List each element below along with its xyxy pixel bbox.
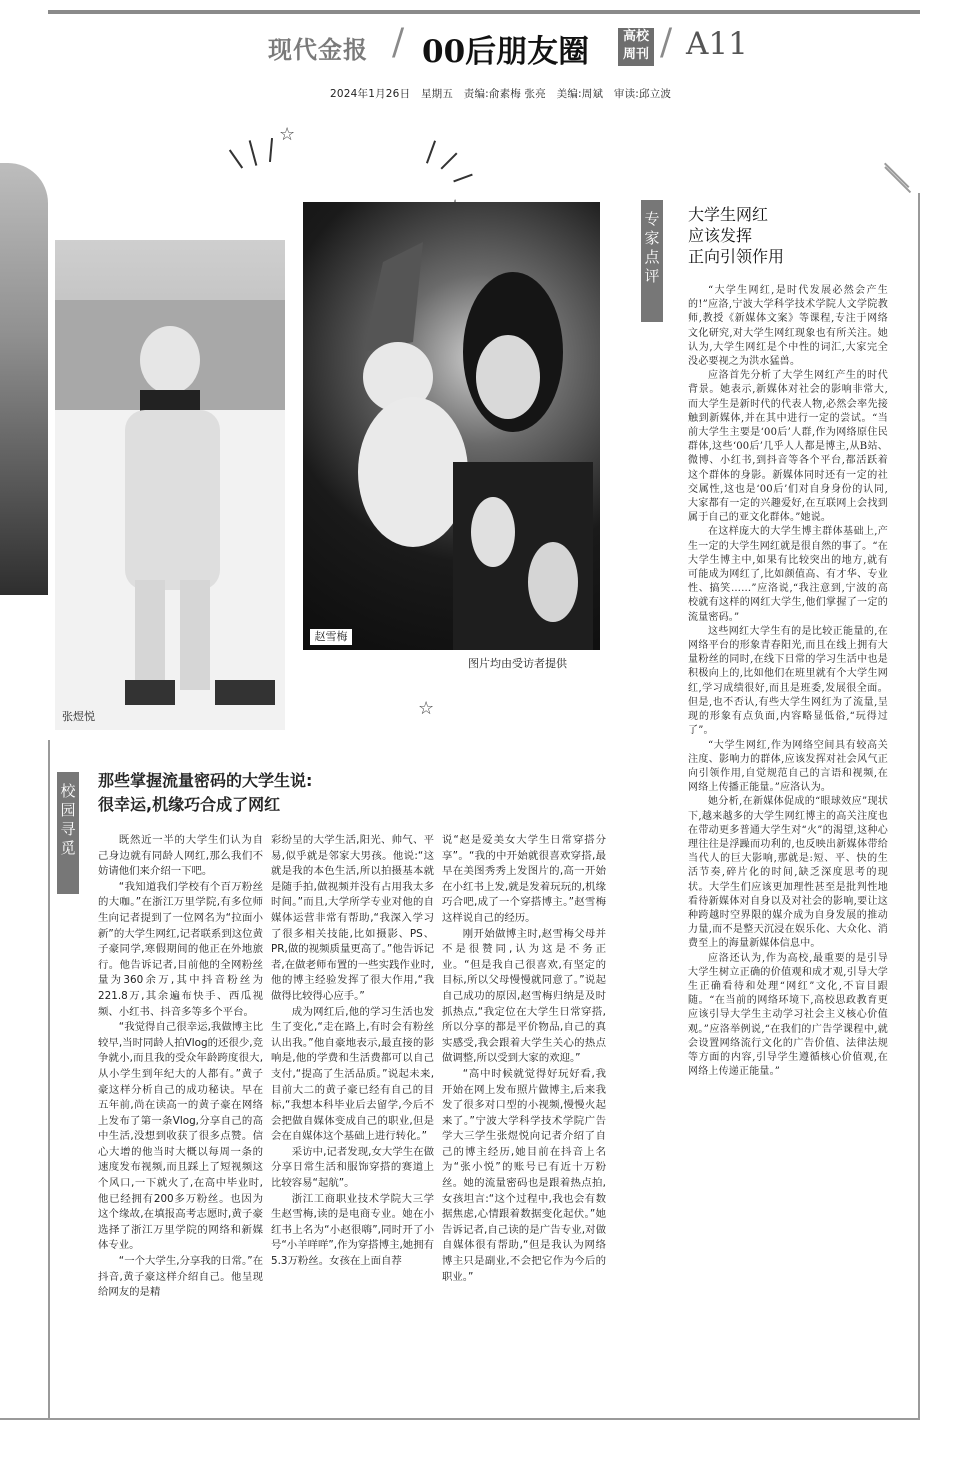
- headline-line: 正向引领作用: [688, 247, 785, 266]
- article-paragraph: 刚开始做博主时,赵雪梅父母并不是很赞同,认为这是不务正业。“但是我自己很喜欢,有坚定的目标,所以父母慢慢就同意了。”说起自己成功的原因,赵雪梅归纳是及时抓热点,“我定位在大学生日常穿搭,所以分享的都是平价物品,自己的真实感受,我会跟着大学生关心的热点做调整,所以受到大家的欢迎。”: [442, 927, 606, 1065]
- article-paragraph: “我觉得自己很幸运,我做博主比较早,当时同龄人拍Vlog的还很少,竞争就小,而且我的受众年龄跨度很大,从小学生到年纪大的人都有。”黄子豪这样分析自己的成功秘诀。早在五年前,尚在读高一的黄子豪在网络上发布了第一条Vlog,分享自己的高中生活,没想到收获了很多点赞。信心大增的他当时大概以每周一条的速度发布视频,而且踩上了短视频这个风口,一下就火了,在高中毕业时,他已经拥有200多万粉丝。也因为这个缘故,在填报高考志愿时,黄子豪选择了浙江万里学院的网络和新媒体专业。: [98, 1021, 263, 1252]
- article-paragraph: 应洛首先分析了大学生网红产生的时代背景。她表示,新媒体对社会的影响非常大,而大学生是新时代的代表人物,必然会率先接触到新媒体,并在其中进行一定的尝试。“当前大学生主要是‘00后’人群,作为网络原住民群体,这些‘00后’几乎人人都是博主,从B站、微博、小红书,到抖音等各个平台,都活跃着这个群体的身影。新媒体同时还有一定的社交属性,这也是‘00后’们对自身身份的认同,大家都有一定的兴趣爱好,在互联网上会找到属于自己的亚文化群体。”她说。: [688, 370, 888, 524]
- page-number: A11: [686, 26, 748, 62]
- headline-line: 那些掌握流量密码的大学生说:: [98, 771, 313, 790]
- frame-left: [48, 740, 50, 1420]
- expert-article: [688, 284, 888, 1079]
- photo-credit: 图片均由受访者提供: [468, 657, 567, 670]
- headline-line: 很幸运,机缘巧合成了网红: [98, 795, 281, 814]
- article-paragraph: 彩纷呈的大学生活,阳光、帅气、平易,似乎就是邻家大男孩。他说:“这就是我的本色生活,所以拍摄基本就是随手拍,做视频并没有占用我太多时间。”而且,大学所学专业对他的自媒体运营非常有帮助,“我深入学习了很多相关技能,比如摄影、PS、PR,做的视频质量更高了。”他告诉记者,在做老师布置的一些实践作业时,他的博主经验发挥了很大作用,“我做得比较得心应手。”: [271, 834, 434, 1002]
- photo-zhao-xuemei: [303, 202, 600, 650]
- section-title: 00后朋友圈: [422, 34, 590, 70]
- headline-line: 大学生网红: [688, 205, 769, 224]
- article-paragraph: 在这样庞大的大学生博主群体基础上,产生一定的大学生网红就是很自然的事了。“在大学生博主中,如果有比较突出的地方,就有可能成为网红了,比如颜值高、有才华、专业性、搞笑……”应洛说,“我注意到,宁波的高校就有这样的网红大学生,他们掌握了一定的流量密码。”: [688, 526, 888, 623]
- article-paragraph: “大学生网红,作为网络空间具有较高关注度、影响力的群体,应该发挥对社会风气正向引领作用,自觉规范自己的言语和视频,在网络上传播正能量。”应洛认为。: [688, 739, 888, 794]
- issue-meta: 2024年1月26日 星期五 责编:俞素梅 张亮 美编:周斌 审读:邱立波: [330, 88, 672, 100]
- burst-line: [229, 149, 243, 168]
- article-paragraph: 成为网红后,他的学习生活也发生了变化,“走在路上,有时会有粉丝认出我。”他自豪地表示,最直接的影响是,他的学费和生活费都可以自己支付,“提高了生活品质。”说起未来,目前大二的黄子豪已经有自己的目标,“我想本科毕业后去留学,今后不会把做自媒体变成自己的职业,但是会在自媒体这个基础上进行转化。”: [271, 1005, 434, 1143]
- article-paragraph: “大学生网红,是时代发展必然会产生的!”应洛,宁波大学科学技术学院人文学院教师,教授《新媒体文案》等课程,专注于网络文化研究,对大学生网红现象也有所关注。她认为,大学生网红是个中性的词汇,大家完全没必要视之为洪水猛兽。: [688, 285, 888, 368]
- section-badge: 高校周刊: [618, 28, 654, 66]
- article-paragraph: 既然近一半的大学生们认为自己身边就有同龄人网红,那么我们不妨请他们来介绍一下吧。: [98, 834, 263, 878]
- article-paragraph: “高中时候就觉得好玩好看,我开始在网上发布照片做博主,后来我发了很多对口型的小视频,慢慢火起来了。”宁波大学科学技术学院广告学大三学生张煜悦向记者介绍了自己的博主经历,她目前在抖音上名为“张小悦”的账号已有近十万粉丝。她的流量密码也是跟着热点拍,女孩坦言:“这个过程中,我也会有数据焦虑,心情跟着数据变化起伏。”她告诉记者,自己读的是广告专业,对做自媒体很有帮助,“但是我认为网络博主只是副业,不会把它作为今后的职业。”: [442, 1067, 606, 1283]
- article-paragraph: “我知道我们学校有个百万粉丝的大咖。”在浙江万里学院,有多位师生向记者提到了一位网名为“拉面小新”的大学生网红,记者联系到这位黄子豪同学,寒假期间的他正在外地旅行。他告诉记者,目前他的全网粉丝量为360余万,其中抖音粉丝为221.8万,其余遍布快手、西瓜视频、小红书、抖音多等多个平台。: [98, 880, 263, 1018]
- burst-line: [269, 138, 273, 162]
- frame-corner: [884, 166, 911, 193]
- frame-right: [918, 193, 920, 1418]
- burst-line: [249, 140, 258, 166]
- star-icon: ☆: [418, 698, 435, 719]
- photo-caption: 张煜悦: [62, 710, 95, 723]
- article-paragraph: “一个大学生,分享我的日常。”在抖音,黄子豪这样介绍自己。他呈现给网友的是精: [98, 1255, 263, 1299]
- frame-corner: [884, 163, 909, 188]
- burst-line: [426, 140, 436, 163]
- frame-bottom: [0, 1418, 920, 1420]
- photo-caption: 赵雪梅: [310, 629, 352, 645]
- burst-line: [453, 174, 472, 183]
- article-paragraph: 浙江工商职业技术学院大三学生赵雪梅,读的是电商专业。她在小红书上名为“小赵很嗨”,同时开了小号“小羊咩咩”,作为穿搭博主,她拥有5.3万粉丝。女孩在上面自荐: [271, 1192, 434, 1268]
- article-paragraph: 说“赵是爱美女大学生日常穿搭分享”。“我的中开始就很喜欢穿搭,最早在美图秀秀上发图片的,高一开始在小红书上发,就是发着玩玩的,机缘巧合吧,成了一个穿搭博主。”赵雪梅这样说自己的经历。: [442, 834, 606, 924]
- masthead-divider: /: [660, 22, 673, 63]
- burst-line: [441, 153, 458, 170]
- article-paragraph: 采访中,记者发现,女大学生在做分享日常生活和服饰穿搭的赛道上比较容易“起航”。: [271, 1145, 434, 1190]
- expert-headline: [688, 204, 888, 267]
- paper-name: 现代金报: [268, 35, 368, 64]
- article-column-3: [442, 833, 606, 1285]
- article-paragraph: 这些网红大学生有的是比较正能量的,在网络平台的形象青春阳光,而且在线上拥有大量粉丝的同时,在线下日常的学习生活中也是积极向上的,比如他们在班里就有个大学生网红,学习成绩很好,而且是班委,发展很全面。但是,也不否认,有些大学生网红为了流量,呈现的形象有点负面,内容略显低俗,“玩得过了”。: [688, 625, 888, 737]
- article-column-1: [98, 833, 263, 1301]
- campus-headline: [98, 769, 638, 817]
- top-rule: [48, 10, 920, 14]
- article-paragraph: 应洛还认为,作为高校,最重要的是引导大学生树立正确的价值观和成才观,引导大学生正确看待和处理“网红”文化,不盲目跟随。“在当前的网络环境下,高校思政教育更应该引导大学生主动学习社会主义核心价值观。”应洛举例说,“在我们的广告学课程中,就会设置网络流行文化的广告价值、法律法规等方面的内容,引导学生遵循核心价值观,在网络上传递正能量。”: [688, 952, 888, 1078]
- masthead-divider: /: [392, 22, 405, 63]
- photo-zhang-yuyue: [55, 240, 285, 730]
- article-paragraph: 她分析,在新媒体促成的“眼球效应”现状下,越来越多的大学生网红博主的高关注度也在带动更多普通大学生对“火”的渴望,这种心理往往是浮躁而功利的,也反映出新媒体带给当代人的巨大影响,那就是:短、平、快的生活节奏,碎片化的时间,缺乏深度思考的现状。大学生们应该更加理性甚至是批判性地看待新媒体对自身以及对社会的影响,要让这种跨越时空界限的媒介成为自身发展的推动力量,而不是整天沉浸在娱乐化、大众化、消费至上的海量新媒体信息中。: [688, 796, 888, 950]
- campus-tag: 校园寻觅: [57, 772, 79, 894]
- article-column-2: [271, 833, 434, 1270]
- photo-cropped-left: [0, 163, 48, 595]
- headline-line: 应该发挥: [688, 226, 753, 245]
- expert-tag: 专家点评: [641, 200, 663, 322]
- star-icon: ☆: [279, 124, 296, 145]
